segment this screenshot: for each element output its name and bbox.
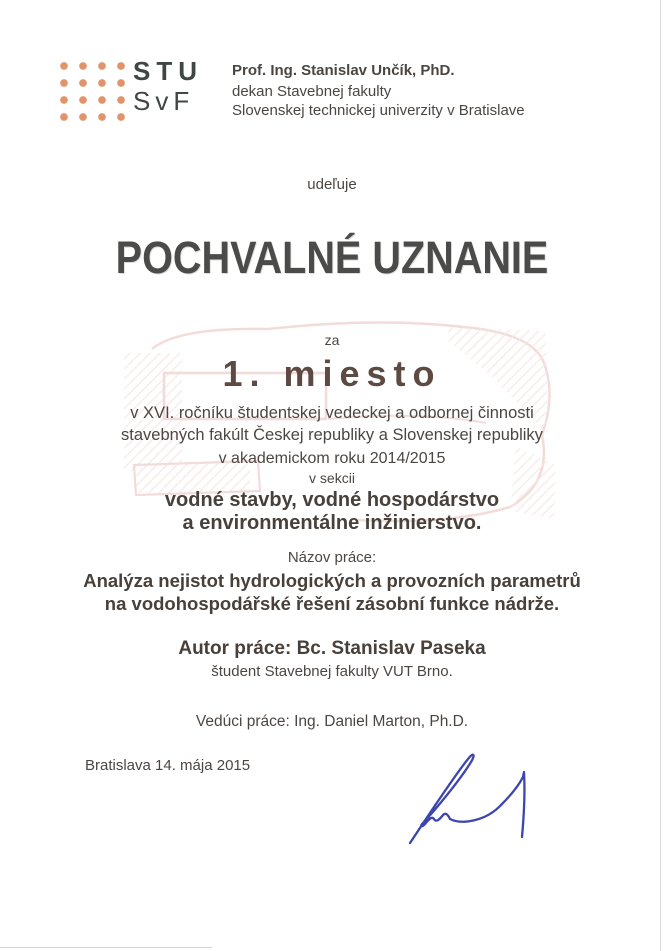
stu-dot-grid-icon [60, 62, 129, 122]
certificate-title: POCHVALNÉ UZNANIE [115, 232, 549, 283]
scan-edge-bottom [0, 947, 212, 948]
author-line: Autor práce: Bc. Stanislav Paseka [178, 638, 486, 659]
work-title-line2: na vodohospodářské řešení zásobní funkce nádrže. [104, 593, 560, 614]
logo-text [133, 56, 203, 116]
award-rank: 1. miesto [222, 353, 442, 394]
work-title-label: Názov práce: [287, 549, 377, 566]
logo-svf-label: SvF [133, 86, 195, 116]
logo-stu-label: STU [133, 56, 203, 86]
issuer-institution: Slovenskej technickej univerzity v Bratislave [232, 102, 525, 119]
section-name-line2: a environmentálne inžinierstvo. [182, 512, 482, 534]
author-affiliation: študent Stavebnej fakulty VUT Brno. [211, 663, 453, 680]
competition-line2: stavebných fakúlt Českej republiky a Slovenskej republiky [121, 426, 543, 444]
grants-word: udeľuje [307, 176, 357, 193]
issuer-role: dekan Stavebnej fakulty [232, 83, 392, 100]
supervisor-line: Vedúci práce: Ing. Daniel Marton, Ph.D. [195, 713, 469, 730]
work-title-line1: Analýza nejistot hydrologických a provozních parametrů [83, 570, 581, 591]
academic-year: v akademickom roku 2014/2015 [218, 450, 446, 467]
place-and-date: Bratislava 14. mája 2015 [85, 757, 251, 774]
competition-line1: v XVI. ročníku študentskej vedeckej a odbornej činnosti [130, 404, 534, 422]
for-word: za [324, 332, 340, 348]
section-intro: v sekcii [309, 470, 355, 486]
section-name-line1: vodné stavby, vodné hospodárstvo [164, 489, 500, 511]
signature-icon [380, 733, 580, 853]
issuer-name: Prof. Ing. Stanislav Unčík, PhD. [232, 62, 455, 79]
issuer-block [232, 61, 525, 120]
